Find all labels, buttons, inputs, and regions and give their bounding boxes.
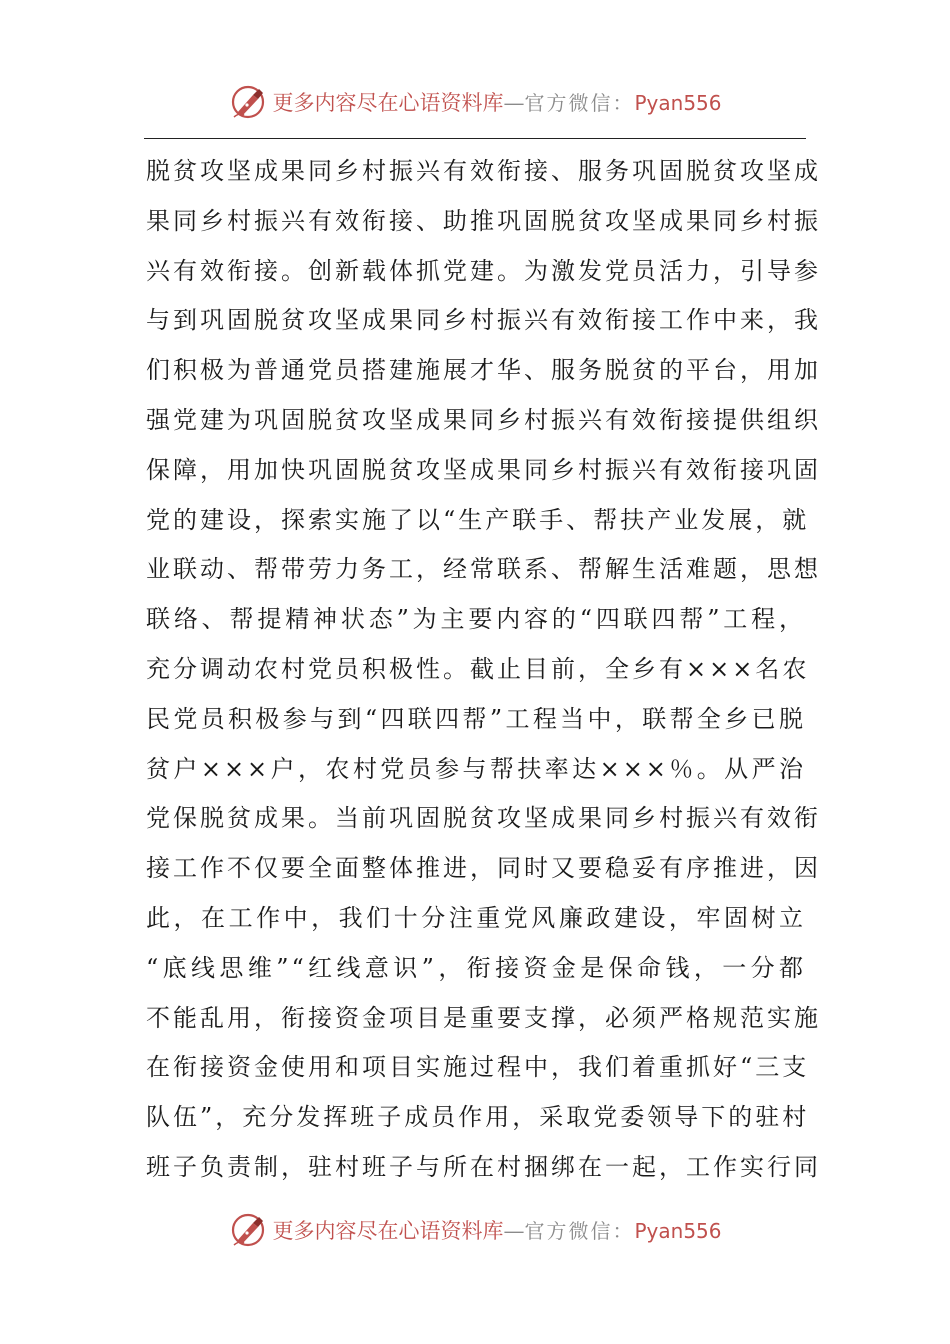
body-line: 强党建为巩固脱贫攻坚成果同乡村振兴有效衔接提供组织 <box>146 405 821 434</box>
pen-nib-logo-icon <box>228 82 268 122</box>
header-site-name: 更多内容尽在心语资料库 <box>272 91 504 115</box>
footer-banner <box>0 1206 950 1254</box>
header-separator: — <box>503 91 525 115</box>
body-line: 果同乡村振兴有效衔接、助推巩固脱贫攻坚成果同乡村振 <box>146 206 821 235</box>
body-line: 脱贫攻坚成果同乡村振兴有效衔接、服务巩固脱贫攻坚成 <box>146 157 821 185</box>
body-line: 此，在工作中，我们十分注重党风廉政建设，牢固树立 <box>146 903 806 932</box>
header-banner-text <box>272 87 721 117</box>
body-line: 队伍”，充分发挥班子成员作用，采取党委领导下的驻村 <box>146 1103 810 1132</box>
body-line: 在衔接资金使用和项目实施过程中，我们着重抓好“三支 <box>146 1053 810 1082</box>
header-wechat-id: Pyan556 <box>634 91 722 115</box>
footer-banner-text <box>272 1215 721 1245</box>
body-line: 兴有效衔接。创新载体抓党建。为激发党员活力，引导参 <box>146 256 821 285</box>
body-line: 联络、帮提精神状态”为主要内容的“四联四帮”工程， <box>146 605 806 634</box>
document-body <box>146 147 821 1193</box>
footer-site-name: 更多内容尽在心语资料库 <box>272 1219 504 1243</box>
footer-wechat-label: 官方微信： <box>524 1219 635 1243</box>
body-line: 充分调动农村党员积极性。截止目前，全乡有×××名农 <box>146 654 810 683</box>
body-line: 班子负责制，驻村班子与所在村捆绑在一起，工作实行同 <box>146 1152 821 1181</box>
body-line: 保障，用加快巩固脱贫攻坚成果同乡村振兴有效衔接巩固 <box>146 455 821 484</box>
footer-separator: — <box>503 1219 525 1243</box>
footer-wechat-id: Pyan556 <box>634 1219 722 1243</box>
header-banner <box>0 78 950 126</box>
header-wechat-label: 官方微信： <box>524 91 635 115</box>
body-line: 民党员积极参与到“四联四帮”工程当中，联帮全乡已脱 <box>146 704 806 733</box>
body-line: 们积极为普通党员搭建施展才华、服务脱贫的平台，用加 <box>146 356 821 385</box>
body-line: 业联动、帮带劳力务工，经常联系、帮解生活难题，思想 <box>146 555 821 584</box>
header-divider <box>144 138 806 139</box>
body-line: “底线思维”“红线意识”，衔接资金是保命钱，一分都 <box>146 953 806 982</box>
body-line: 党的建设，探索实施了以“生产联手、帮扶产业发展，就 <box>146 505 810 534</box>
body-line: 接工作不仅要全面整体推进，同时又要稳妥有序推进，因 <box>146 854 821 883</box>
body-line: 不能乱用，衔接资金项目是重要支撑，必须严格规范实施 <box>146 1003 821 1032</box>
body-line: 党保脱贫成果。当前巩固脱贫攻坚成果同乡村振兴有效衔 <box>146 804 821 833</box>
body-line: 与到巩固脱贫攻坚成果同乡村振兴有效衔接工作中来，我 <box>146 306 821 335</box>
body-line: 贫户×××户，农村党员参与帮扶率达×××％。从严治 <box>146 754 806 783</box>
pen-nib-logo-icon <box>228 1210 268 1250</box>
